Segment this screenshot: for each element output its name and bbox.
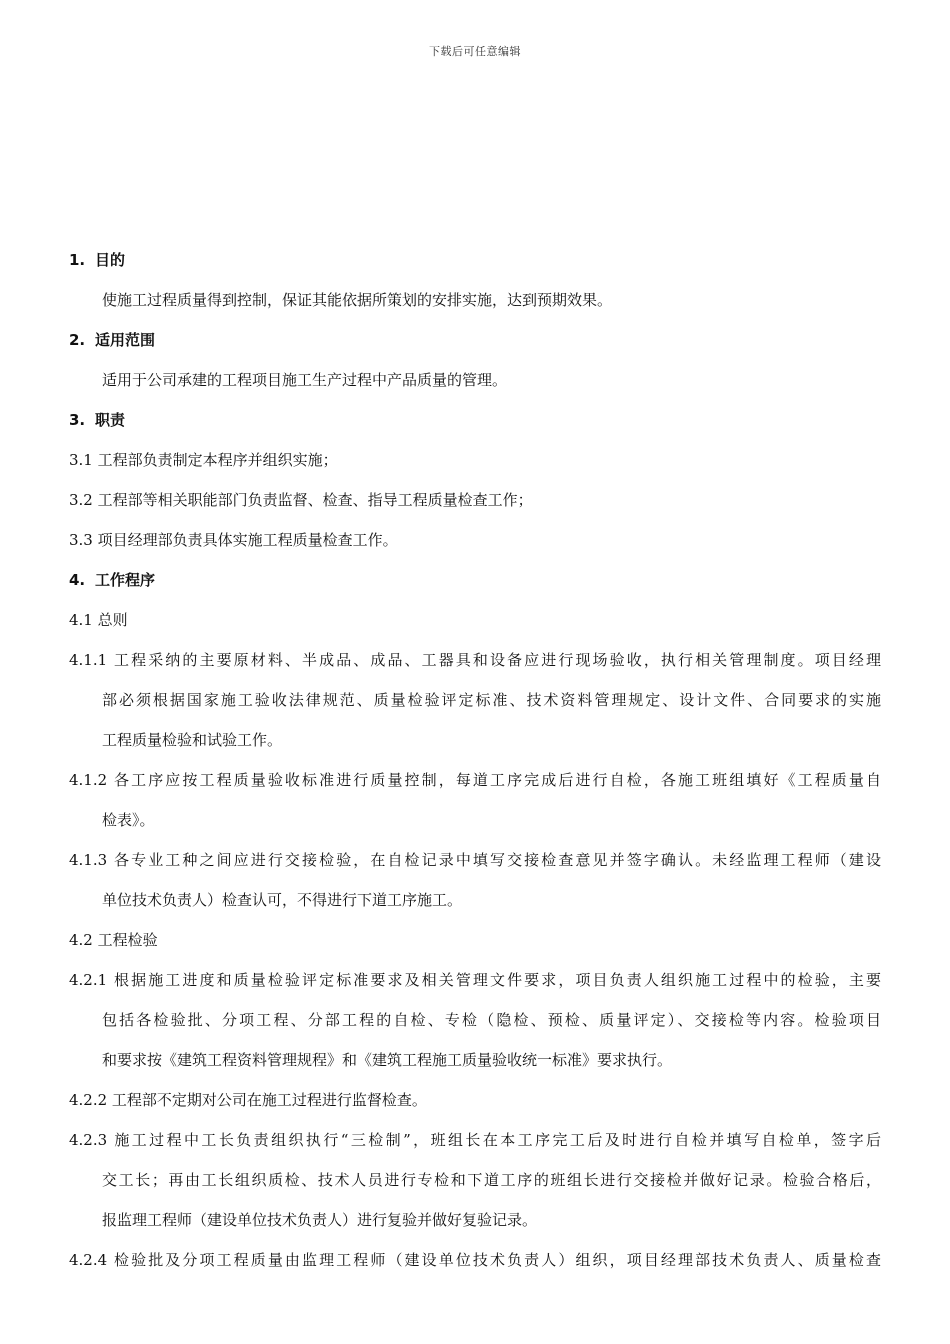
clause-line: 工程质量检验和试验工作。 [102,731,283,749]
page-header: 下载后可任意编辑 [429,45,521,58]
section-2-heading [69,320,881,360]
section-title: 职责 [95,411,126,429]
clause-line: 4.1.2 各工序应按工程质量验收标准进行质量控制，每道工序完成后进行自检，各施工班组填好《工程质量自 [69,771,881,789]
clause-line: 单位技术负责人）检查认可，不得进行下道工序施工。 [102,891,463,909]
clause-line: 4.2.4 检验批及分项工程质量由监理工程师（建设单位技术负责人）组织，项目经理部技术负责人、质量检查 [69,1251,881,1269]
clause-line: 报监理工程师（建设单位技术负责人）进行复验并做好复验记录。 [102,1211,538,1229]
section-1-heading [69,240,881,280]
section-title: 适用范围 [95,331,156,349]
clause-line: 4.1.3 各专业工种之间应进行交接检验，在自检记录中填写交接检查意见并签字确认。未经监理工程师（建设 [69,851,881,869]
clause-line: 4.1.1 工程采纳的主要原材料、半成品、成品、工器具和设备应进行现场验收，执行相关管理制度。项目经理 [69,651,881,669]
clause-line: 包括各检验批、分项工程、分部工程的自检、专检（隐检、预检、质量评定）、交接检等内容。检验项目 [102,1011,881,1029]
section-title: 目的 [95,251,126,269]
section-number: 1. [69,251,86,269]
subsection-4-1-heading: 4.1 总则 [69,611,128,629]
subsection-4-2-heading: 4.2 工程检验 [69,931,158,949]
section-number: 2. [69,331,86,349]
section-3-heading [69,400,881,440]
section-number: 4. [69,571,86,589]
responsibility-item: 3.1 工程部负责制定本程序并组织实施； [69,451,338,469]
clause-line: 检表》。 [102,811,155,829]
document-body [69,240,881,1280]
clause-line: 4.2.3 施工过程中工长负责组织执行“三检制”，班组长在本工序完工后及时进行自检并填写自检单，签字后 [69,1131,881,1149]
section-2-body: 适用于公司承建的工程项目施工生产过程中产品质量的管理。 [102,371,508,389]
responsibility-item: 3.3 项目经理部负责具体实施工程质量检查工作。 [69,531,398,549]
clause-line: 部必须根据国家施工验收法律规范、质量检验评定标准、技术资料管理规定、设计文件、合同要求的实施 [102,691,881,709]
clause-line: 4.2.2 工程部不定期对公司在施工过程进行监督检查。 [69,1091,427,1109]
clause-line: 4.2.1 根据施工进度和质量检验评定标准要求及相关管理文件要求，项目负责人组织施工过程中的检验，主要 [69,971,881,989]
clause-line: 和要求按《建筑工程资料管理规程》和《建筑工程施工质量验收统一标准》要求执行。 [102,1051,673,1069]
clause-4-2-1 [69,960,881,1080]
clause-4-1-3 [69,840,881,920]
clause-4-2-4 [69,1240,881,1280]
clause-4-1-1 [69,640,881,760]
section-number: 3. [69,411,86,429]
clause-4-1-2 [69,760,881,840]
responsibility-item: 3.2 工程部等相关职能部门负责监督、检查、指导工程质量检查工作； [69,491,533,509]
section-1-body: 使施工过程质量得到控制，保证其能依据所策划的安排实施，达到预期效果。 [102,291,613,309]
clause-4-2-3 [69,1120,881,1240]
clause-line: 交工长；再由工长组织质检、技术人员进行专检和下道工序的班组长进行交接检并做好记录。检验合格后， [102,1171,881,1189]
section-4-heading [69,560,881,600]
clause-4-2-2 [69,1080,881,1120]
section-title: 工作程序 [95,571,156,589]
